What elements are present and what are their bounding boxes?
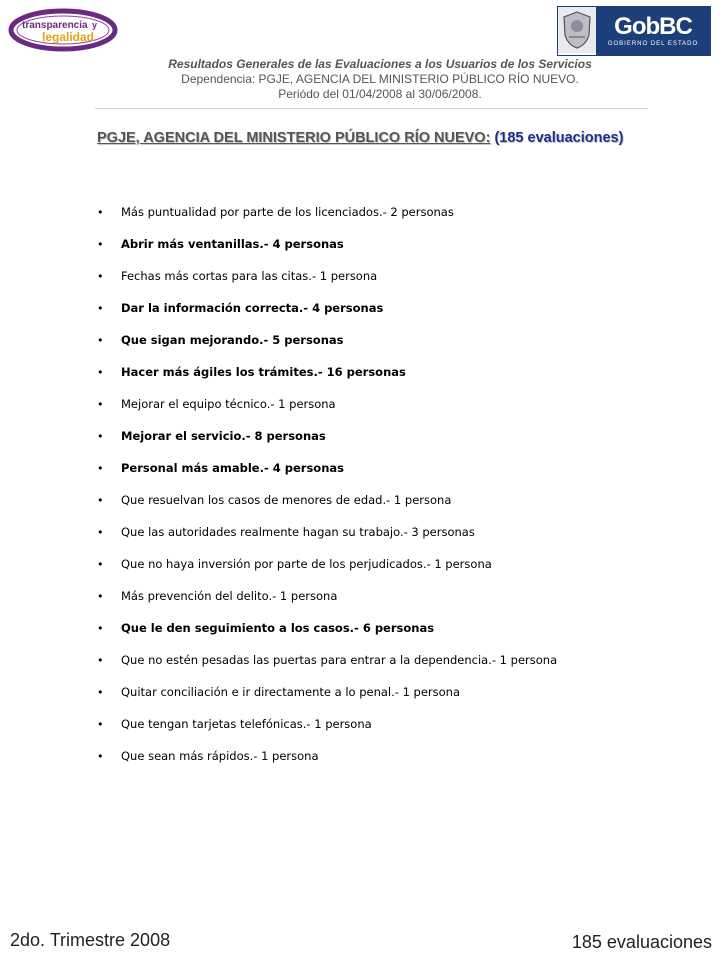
list-item	[97, 420, 557, 452]
list-item	[97, 292, 557, 324]
bullet-icon: •	[97, 653, 104, 667]
list-item-text: Que las autoridades realmente hagan su trabajo.- 3 personas	[121, 525, 475, 539]
bullet-icon: •	[97, 461, 104, 475]
bullet-icon: •	[97, 749, 104, 763]
bullet-icon: •	[97, 237, 104, 251]
list-item-text: Más puntualidad por parte de los licenciados.- 2 personas	[121, 205, 454, 219]
bullet-icon: •	[97, 589, 104, 603]
list-item	[97, 708, 557, 740]
list-item-text: Más prevención del delito.- 1 persona	[121, 589, 338, 603]
logo-text-transparencia: transparencia	[22, 20, 88, 31]
bullet-icon: •	[97, 269, 104, 283]
bullet-icon: •	[97, 557, 104, 571]
list-item	[97, 388, 557, 420]
list-item-text: Que tengan tarjetas telefónicas.- 1 persona	[121, 717, 372, 731]
bullet-icon: •	[97, 493, 104, 507]
list-item-text: Quitar conciliación e ir directamente a lo penal.- 1 persona	[121, 685, 461, 699]
list-item-text: Personal más amable.- 4 personas	[121, 461, 344, 475]
section-title-dependency: PGJE, AGENCIA DEL MINISTERIO PÚBLICO RÍO NUEVO:	[97, 130, 491, 146]
section-title	[97, 130, 697, 146]
list-item	[97, 260, 557, 292]
bullet-icon: •	[97, 717, 104, 731]
header-divider	[95, 108, 648, 109]
bullet-icon: •	[97, 525, 104, 539]
header-dependency: Dependencia: PGJE, AGENCIA DEL MINISTERIO PÚBLICO RÍO NUEVO.	[181, 72, 579, 86]
state-seal-icon	[558, 7, 596, 53]
list-item-text: Que no haya inversión por parte de los perjudicados.- 1 persona	[121, 557, 492, 571]
logo-text-legalidad: legalidad	[42, 30, 95, 44]
list-item	[97, 612, 557, 644]
bullet-icon: •	[97, 685, 104, 699]
list-item	[97, 676, 557, 708]
gobbc-logo	[557, 6, 711, 56]
report-header	[100, 57, 660, 102]
list-item-text: Hacer más ágiles los trámites.- 16 personas	[121, 365, 406, 379]
bullet-icon: •	[97, 397, 104, 411]
list-item	[97, 484, 557, 516]
list-item-text: Mejorar el servicio.- 8 personas	[121, 429, 326, 443]
list-item	[97, 580, 557, 612]
bullet-icon: •	[97, 333, 104, 347]
suggestions-list	[97, 196, 557, 772]
list-item	[97, 228, 557, 260]
list-item-text: Dar la información correcta.- 4 personas	[121, 301, 384, 315]
list-item	[97, 740, 557, 772]
list-item	[97, 196, 557, 228]
list-item-text: Que sean más rápidos.- 1 persona	[121, 749, 319, 763]
section-title-count: (185 evaluaciones)	[494, 130, 624, 146]
bullet-icon: •	[97, 429, 104, 443]
list-item-text: Que no estén pesadas las puertas para entrar a la dependencia.- 1 persona	[121, 653, 558, 667]
header-title: Resultados Generales de las Evaluaciones a los Usuarios de los Servicios	[168, 57, 592, 71]
transparencia-legalidad-logo-graphic	[8, 8, 118, 52]
list-item	[97, 548, 557, 580]
bullet-icon: •	[97, 621, 104, 635]
list-item-text: Que resuelvan los casos de menores de edad.- 1 persona	[121, 493, 452, 507]
list-item	[97, 644, 557, 676]
gobierno-del-estado-text: GOBIERNO DEL ESTADO	[607, 41, 699, 47]
bullet-icon: •	[97, 365, 104, 379]
list-item-text: Abrir más ventanillas.- 4 personas	[121, 237, 344, 251]
list-item-text: Mejorar el equipo técnico.- 1 persona	[121, 397, 336, 411]
list-item	[97, 452, 557, 484]
list-item	[97, 324, 557, 356]
gobbc-wordmark	[596, 7, 710, 55]
bullet-icon: •	[97, 301, 104, 315]
list-item-text: Que le den seguimiento a los casos.- 6 personas	[121, 621, 435, 635]
transparencia-legalidad-logo	[8, 8, 118, 52]
list-item-text: Que sigan mejorando.- 5 personas	[121, 333, 344, 347]
list-item	[97, 516, 557, 548]
list-item-text: Fechas más cortas para las citas.- 1 persona	[121, 269, 378, 283]
footer-quarter: 2do. Trimestre 2008	[10, 930, 171, 950]
bullet-icon: •	[97, 205, 104, 219]
gobbc-text: GobBC	[614, 13, 692, 40]
header-period: Periódo del 01/04/2008 al 30/06/2008.	[278, 87, 482, 101]
footer-evaluations: 185 evaluaciones	[571, 932, 712, 952]
logo-text-y: y	[92, 20, 98, 30]
list-item	[97, 356, 557, 388]
